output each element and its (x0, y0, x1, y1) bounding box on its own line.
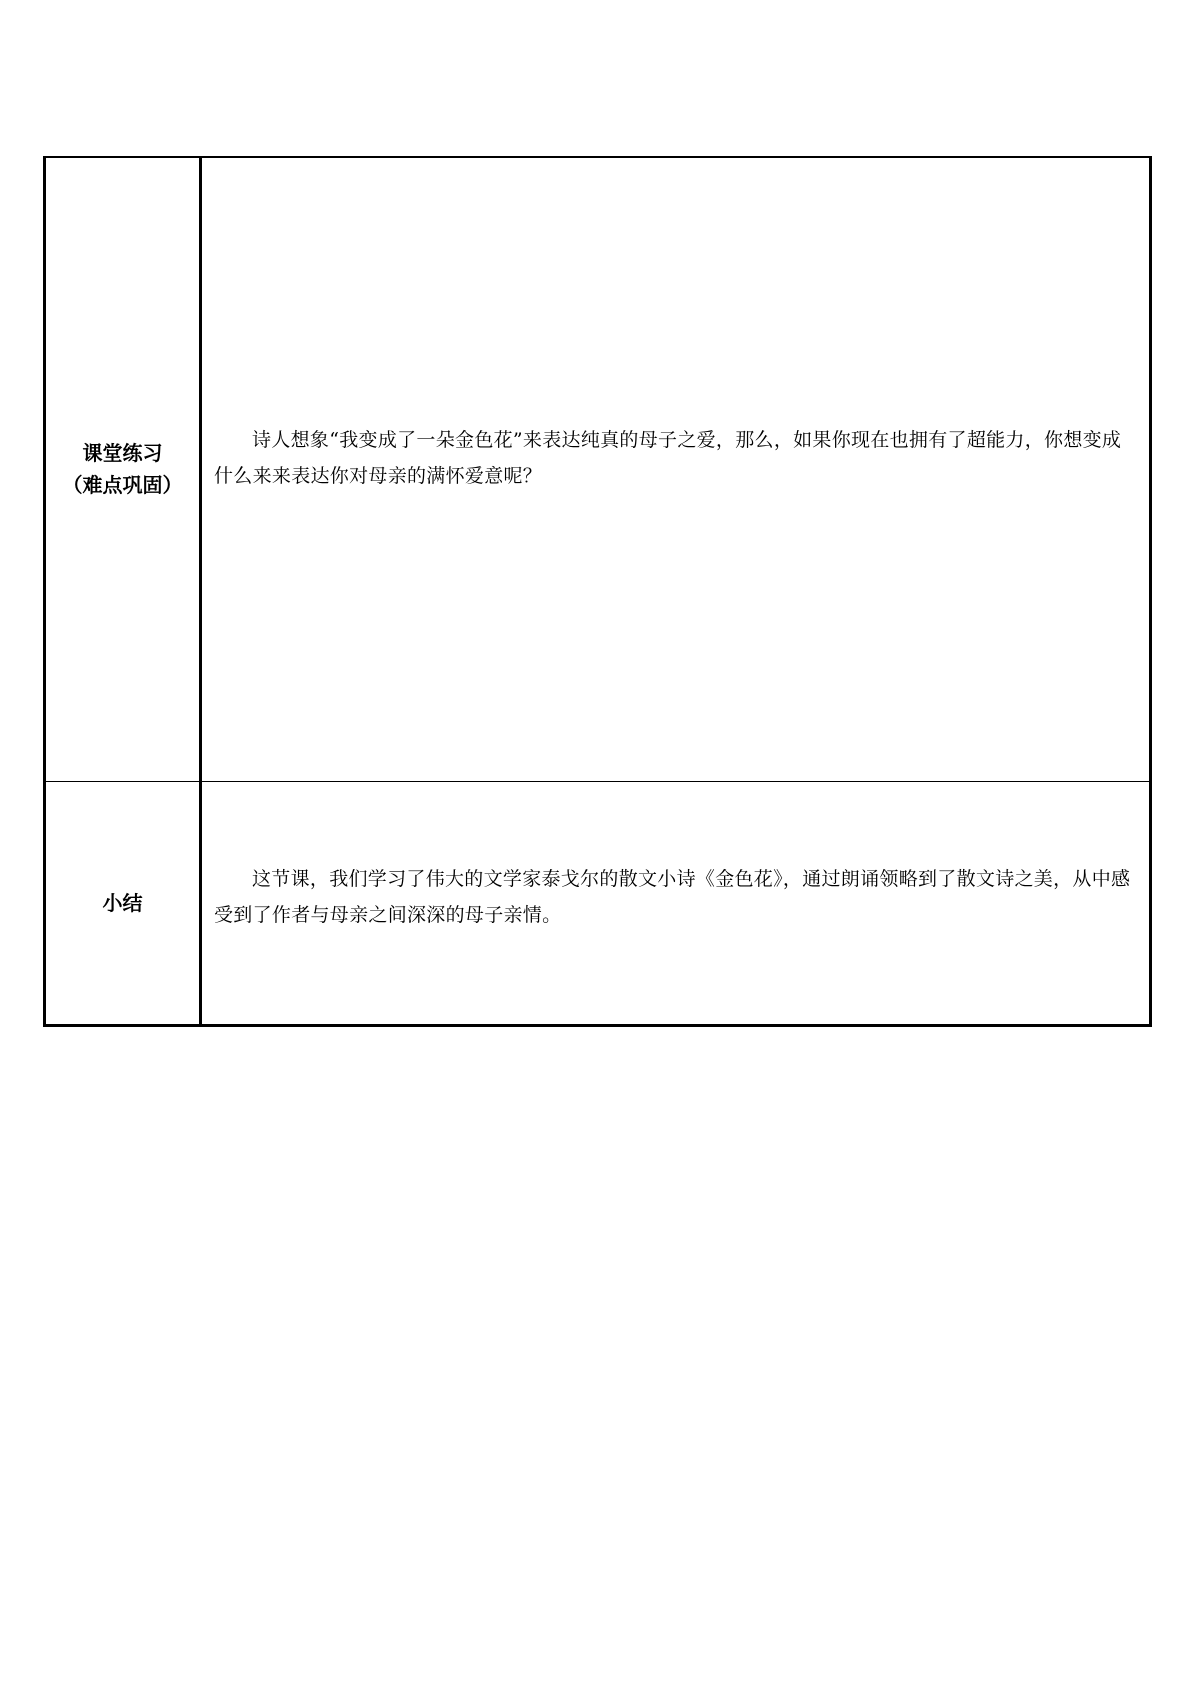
practice-question-text: 诗人想象“我变成了一朵金色花”来表达纯真的母子之爱，那么，如果你现在也拥有了超能力，你想变成什么来来表达你对母亲的满怀爱意呢？ (214, 429, 1122, 488)
table-row-summary (45, 781, 1151, 1025)
row-label-line: （难点巩固） (62, 473, 183, 498)
row-content-classroom-practice (201, 157, 1151, 781)
row-label-classroom-practice (45, 157, 201, 781)
row-content-summary (201, 781, 1151, 1025)
row-label-line: 小结 (102, 890, 143, 915)
row-label-summary (45, 781, 201, 1025)
row-label-line: 课堂练习 (82, 441, 163, 466)
lesson-plan-table (43, 156, 1152, 1027)
summary-text: 这节课，我们学习了伟大的文学家泰戈尔的散文小诗《金色花》，通过朗诵领略到了散文诗之美，从中感受到了作者与母亲之间深深的母子亲情。 (214, 867, 1131, 926)
table-row-classroom-practice (45, 157, 1151, 781)
